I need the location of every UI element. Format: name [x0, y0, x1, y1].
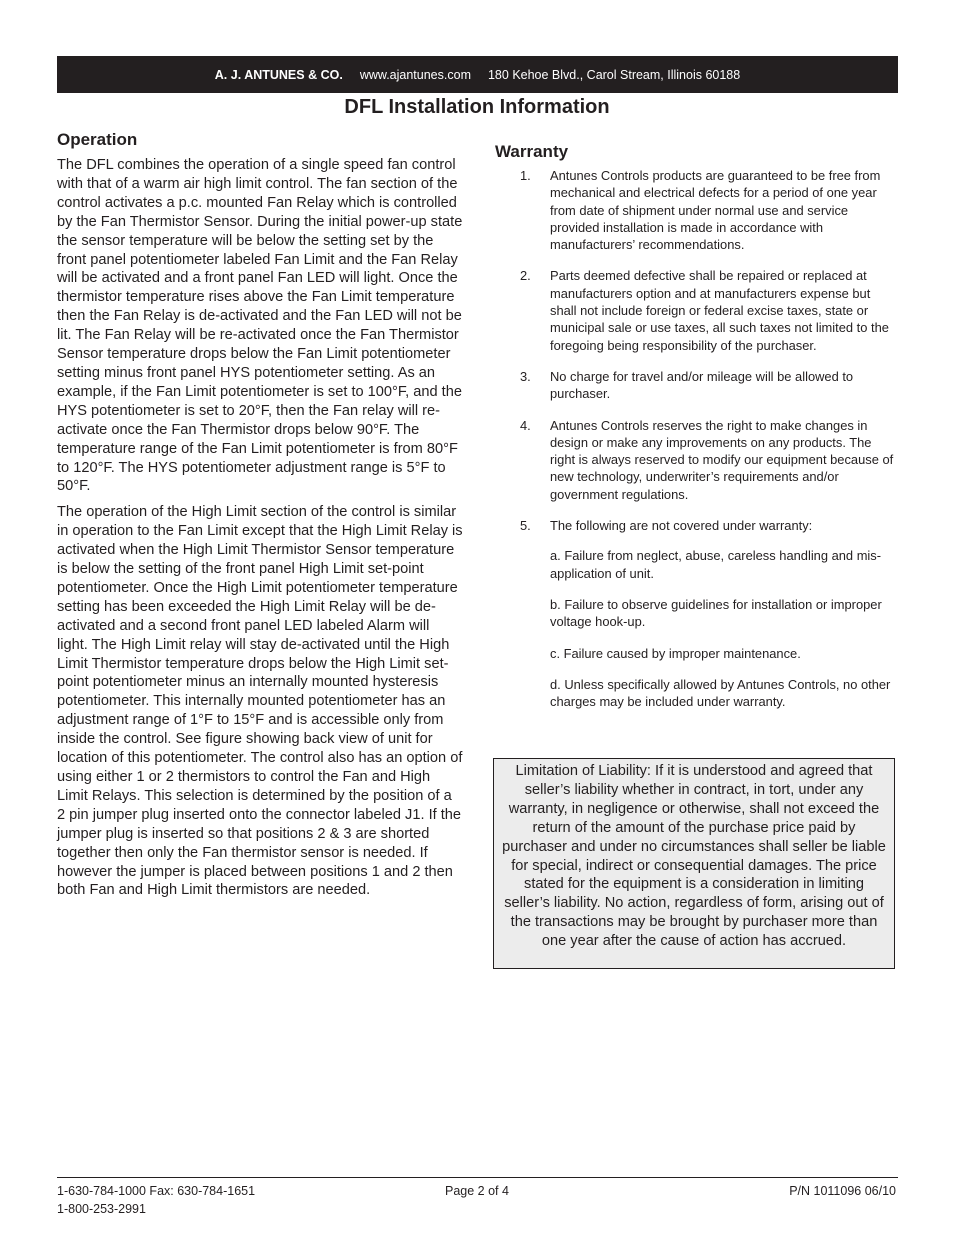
part-number: P/N 1011096 06/10 — [789, 1184, 896, 1198]
warranty-item-number: 5. — [520, 518, 531, 534]
warranty-item-text: Antunes Controls reserves the right to make changes in design or make any improvements on any products. The right is always reserved to modify our equipment because of new technology, underwriter’s requirements and/or government regulations. — [550, 417, 894, 502]
footer-phone-fax: 1-630-784-1000 Fax: 630-784-1651 — [57, 1184, 256, 1198]
header-bar — [57, 56, 898, 93]
warranty-item-text: Parts deemed defective shall be repaired or replaced at manufacturers option and at manufacturers expense but shall not include foreign or federal excise taxes, state or municipal sale or use taxes, all such taxes not limited to the foregoing being responsibility of the purchaser. — [550, 268, 889, 353]
operation-body — [57, 156, 463, 907]
liability-notice: Limitation of Liability: If it is understood and agreed that seller’s liability whether in contract, in tort, under any warranty, in negligence or otherwise, shall not exceed the return of the amount of the purchase price paid by purchaser and under no circumstances shall seller be liable for special, indirect or consequential damages. The price stated for the equipment is a consideration in limiting seller’s liability. No action, regardless of form, arising out of the transactions may be brought by purchaser more than one year after the cause of action has accrued. — [493, 758, 895, 969]
page-number: Page 2 of 4 — [445, 1184, 509, 1198]
footer-divider — [57, 1177, 898, 1178]
warranty-item-text: Antunes Controls products are guaranteed to be free from mechanical and electrical defects for a period of one year from date of shipment under normal use and service provided installation is made in accordance with manufacturers’ recommendations. — [550, 168, 881, 253]
company-website: www.ajantunes.com — [359, 67, 471, 82]
footer-toll-free: 1-800-253-2991 — [57, 1202, 146, 1216]
operation-heading: Operation — [57, 130, 138, 149]
warranty-item — [520, 267, 898, 353]
warranty-item-number: 2. — [520, 268, 531, 284]
warranty-item — [520, 368, 898, 403]
warranty-item-text: The following are not covered under warranty: — [550, 518, 813, 534]
page-title: DFL Installation Information — [344, 96, 610, 118]
company-name: A. J. ANTUNES & CO. — [214, 67, 343, 82]
warranty-heading: Warranty — [495, 142, 569, 161]
warranty-item-number: 3. — [520, 368, 531, 384]
warranty-item — [520, 417, 898, 503]
warranty-exclusions — [550, 547, 898, 710]
warranty-item-number: 4. — [520, 417, 531, 433]
warranty-exclusion: a. Failure from neglect, abuse, careless handling and mis-application of unit. — [550, 548, 882, 581]
warranty-exclusion: d. Unless specifically allowed by Antunes Controls, no other charges may be included under warranty. — [550, 676, 891, 710]
company-address: 180 Kehoe Blvd., Carol Stream, Illinois 60188 — [487, 67, 741, 82]
warranty-exclusion: b. Failure to observe guidelines for installation or improper voltage hook-up. — [550, 596, 882, 630]
warranty-item — [520, 167, 898, 253]
warranty-exclusion: c. Failure caused by improper maintenance. — [550, 645, 801, 661]
warranty-item-body — [550, 517, 898, 724]
warranty-list — [520, 167, 898, 738]
operation-paragraph: The operation of the High Limit section of the control is similar in operation to the Fan Limit except that the High Limit Relay is activated when the High Limit Thermistor Sensor temperature is below the setting of the front panel High Limit set-point potentiometer. Once the High Limit potentiometer temperature setting has been exceeded the High Limit Relay will be de-activated and a second front panel LED labeled Alarm will light. The High Limit relay will stay de-activated until the High Limit Thermistor temperature drops below the High Limit set-point potentiometer minus an internally mounted hysteresis potentiometer. This internally mounted potentiometer has an adjustment range of 1°F to 15°F and is accessible only from inside the control. See figure showing back view of unit for location of this potentiometer. The control also has an option of using either 1 or 2 thermistors to control the Fan and High Limit Relays. This selection is determined by the position of a 2 pin jumper plug inserted onto the connector labeled J1. If the jumper plug is inserted so that positions 2 & 3 are shorted together then only the Fan thermistor sensor is needed. If however the jumper is placed between positions 1 and 2 then both Fan and High Limit thermistors are needed. — [57, 504, 463, 899]
operation-paragraph: The DFL combines the operation of a single speed fan control with that of a warm air high limit control. The fan section of the control activates a p.c. mounted Fan Relay which is controlled by the Fan Thermistor Sensor. During the initial power-up state the sensor temperature will be below the setting set by the front panel potentiometer labeled Fan Limit and the Fan Relay will be activated and a front panel Fan LED will light. Once the thermistor temperature rises above the Fan Limit temperature then the Fan Relay is de-activated and the Fan LED will not be lit. The Fan Relay will be re-activated once the Fan Thermistor Sensor temperature drops below the Fan Limit potentiometer setting minus front panel HYS potentiometer setting. As an example, if the Fan Limit potentiometer is set to 100°F, and the HYS potentiometer is set to 20°F, then the Fan relay will re-activate once the Fan Thermistor drops below 90°F. The temperature range of the Fan Limit potentiometer is from 80°F to 120°F. The HYS potentiometer adjustment range is 5°F to 50°F. — [57, 157, 463, 495]
warranty-item — [520, 517, 898, 724]
warranty-item-number: 1. — [520, 168, 531, 183]
warranty-item-text: No charge for travel and/or mileage will be allowed to purchaser. — [550, 368, 854, 402]
